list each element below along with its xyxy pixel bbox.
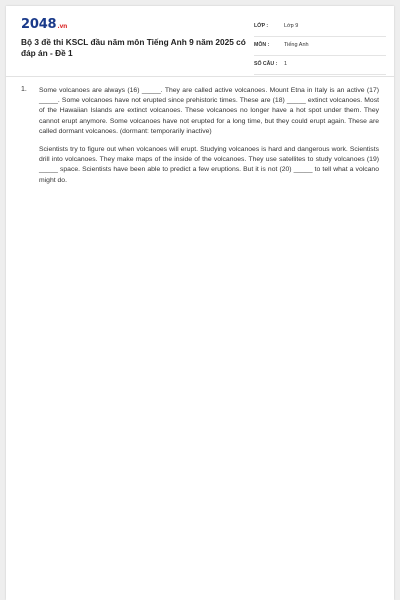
- passage-paragraph-1: Some volcanoes are always (16) _____. They are called active volcanoes. Mount Etna in Italy is an active (17) _____. Some volcanoes have not erupted since prehistoric times. These are (18) _____ extinct volcanoes. Most of the Hawaiian Islands are extinct volcanoes. These volcanoes no longer have a hot spot under them. They cannot erupt anymore. Some volcanoes have not erupted for a long time, but they could erupt again. These are called dormant volcanoes. (dormant: temporarily inactive): [39, 87, 379, 135]
- site-logo[interactable]: [21, 17, 67, 32]
- document-title: Bộ 3 đề thi KSCL đầu năm môn Tiếng Anh 9 năm 2025 có đáp án - Đề 1: [21, 37, 246, 58]
- logo-text: 2048: [21, 17, 57, 32]
- meta-row-question-count: [254, 58, 386, 75]
- passage-paragraph-2: Scientists try to figure out when volcanoes will erupt. Studying volcanoes is hard and dangerous work. Scientists drill into volcanoes. They make maps of the inside of the volcanoes. They use satellites to study volcanoes (19) _____ space. Scientists have been able to predict a few eruptions. But it is not (20) _____ to tell what a volcano might do.: [39, 146, 379, 184]
- meta-value: Lớp 9: [284, 23, 299, 29]
- header-divider: [6, 76, 394, 77]
- document-page: [6, 6, 394, 600]
- question-body: [39, 86, 379, 194]
- meta-label: MÔN :: [254, 42, 270, 48]
- logo-domain: .vn: [57, 23, 68, 30]
- meta-label: SỐ CÂU :: [254, 61, 278, 67]
- meta-value: 1: [284, 61, 288, 67]
- meta-label: LỚP :: [254, 23, 269, 29]
- document-header: [6, 6, 394, 76]
- meta-row-subject: [254, 39, 386, 56]
- meta-value: Tiếng Anh: [284, 42, 309, 48]
- question-number: 1.: [21, 86, 27, 93]
- meta-row-grade: [254, 20, 386, 37]
- document-meta: [254, 20, 386, 77]
